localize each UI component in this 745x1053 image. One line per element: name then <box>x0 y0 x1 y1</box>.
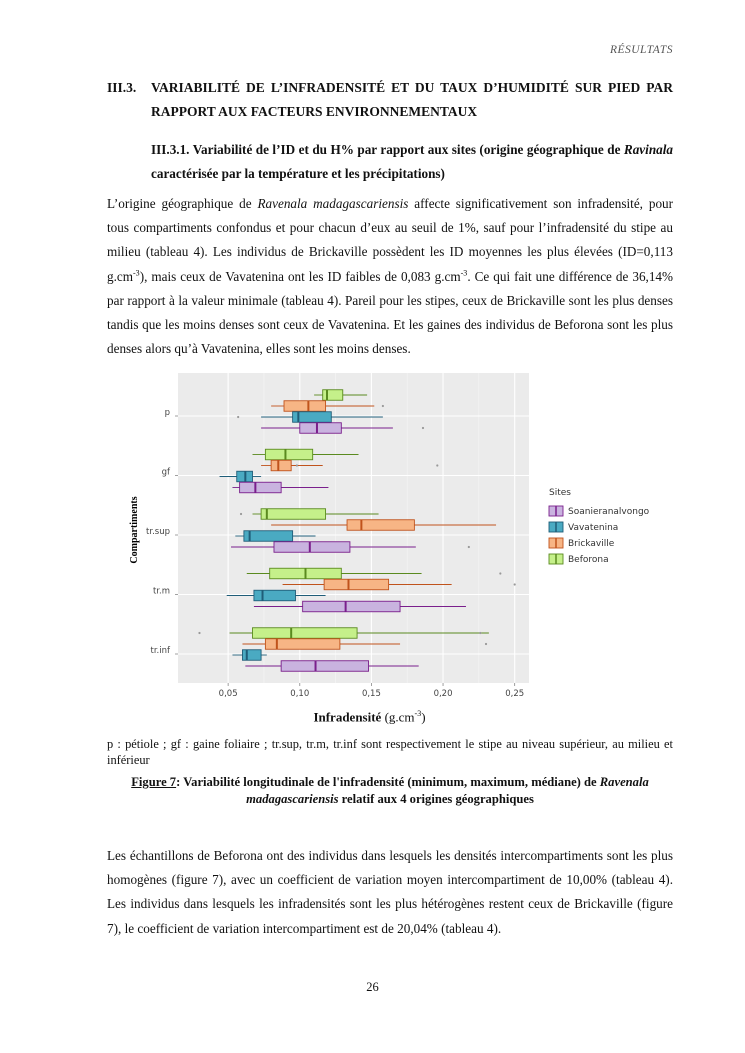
category-label-tr.inf: tr.inf <box>150 646 170 656</box>
subsection-species: Ravinala <box>623 142 673 157</box>
p1-text-1: L’origine géographique de <box>107 196 252 211</box>
section-number: III.3. <box>107 80 137 95</box>
box-brickaville-p <box>284 401 326 412</box>
p1-text-4: . Ce qui fait une différence de 36,14% par rapport à la valeur minimale (tableau 4). Pareil pour les stipes, ceux de Brickaville sont les plus denses tandis que les moins denses sont ceux de Vavatenina. Et les gaines des individus de Beforona sont les plus denses alors qu’à Vavatenina, elles sont les moins denses. <box>107 268 674 357</box>
x-axis-label <box>127 709 612 725</box>
box-vavatenina-tr.m <box>254 590 296 601</box>
box-vavatenina-tr.inf <box>242 650 261 661</box>
legend-label-soanieranalvongo: Soanieranalvongo <box>568 507 650 517</box>
legend-title: Sites <box>549 488 571 498</box>
figure-note: p : pétiole ; gf : gaine foliaire ; tr.sup, tr.m, tr.inf sont respectivement le stipe au niveau supérieur, au milieu et inférieur <box>107 737 673 767</box>
paragraph-2: Les échantillons de Beforona ont des individus dans lesquels les densités intercompartiments sont les plus homogènes (figure 7), avec un coefficient de variation moyen intercompartiment de 10,00% (tableau 4). Les individus dans lesquels les infradensités sont les plus hétérogènes restent ceux de Brickaville (figure 7), le coefficient de variation intercompartiment est de 20,04% (tableau 4). <box>107 848 673 936</box>
page-number: 26 <box>366 980 379 994</box>
box-soanieranalvongo-gf <box>240 482 282 493</box>
x-tick-label: 0,20 <box>433 689 453 699</box>
x-axis-unit-sup: -3 <box>414 709 422 718</box>
legend-label-brickaville: Brickaville <box>568 539 615 549</box>
section-title-text: VARIABILITÉ DE L’INFRADENSITÉ ET DU TAUX D’HUMIDITÉ SUR PIED PAR RAPPORT AUX FACTEURS ENVIRONNEMENTAUX <box>151 80 673 119</box>
outlier-point <box>468 546 470 548</box>
plot-layer <box>146 373 529 699</box>
category-label-gf: gf <box>161 467 170 478</box>
box-soanieranalvongo-tr.inf <box>281 661 368 672</box>
box-brickaville-tr.sup <box>347 520 414 531</box>
x-axis-label-text: Infradensité <box>313 709 382 725</box>
x-tick-label: 0,25 <box>505 689 525 699</box>
x-axis-unit-close: ) <box>421 709 426 725</box>
boxplot-chart <box>127 367 657 729</box>
caption-part1: : Variabilité longitudinale de l'infradensité (minimum, maximum, médiane) de <box>176 775 597 789</box>
subsection-number: III.3.1. <box>151 142 190 157</box>
legend-label-beforona: Beforona <box>568 555 609 565</box>
box-beforona-tr.sup <box>261 509 325 520</box>
outlier-point <box>436 464 438 466</box>
category-label-p: p <box>164 408 170 418</box>
legend-label-vavatenina: Vavatenina <box>568 523 619 533</box>
x-axis-unit: (g.cm <box>384 709 415 725</box>
category-label-tr.m: tr.m <box>152 586 170 597</box>
x-tick-label: 0,05 <box>218 689 238 699</box>
p1-text-3: ), mais ceux de Vavatenina ont les ID faibles de 0,083 g.cm <box>139 268 461 284</box>
outlier-point <box>237 416 239 418</box>
box-soanieranalvongo-p <box>300 423 342 434</box>
box-beforona-p <box>323 390 343 401</box>
section-title <box>107 76 673 124</box>
outlier-point <box>422 427 424 429</box>
box-beforona-gf <box>265 449 312 460</box>
box-brickaville-gf <box>271 460 291 471</box>
x-tick-label: 0,10 <box>290 689 310 699</box>
box-soanieranalvongo-tr.m <box>303 601 400 612</box>
chart-legend <box>549 488 650 565</box>
subsection-title <box>151 138 673 186</box>
box-soanieranalvongo-tr.sup <box>274 542 350 553</box>
subsection-title-part2: caractérisée par la température et les précipitations) <box>151 166 445 181</box>
outlier-point <box>296 464 298 466</box>
figure-caption <box>107 774 673 808</box>
running-header: RÉSULTATS <box>609 44 673 56</box>
category-label-tr.sup: tr.sup <box>146 527 170 537</box>
caption-species: Ravenala madagascariensis <box>246 775 649 806</box>
outlier-point <box>479 632 481 634</box>
caption-part2: relatif aux 4 origines géographiques <box>341 792 534 806</box>
y-axis-label: Compartiments <box>129 496 140 564</box>
outlier-point <box>382 405 384 407</box>
p1-sup-2: -3 <box>460 268 468 278</box>
p1-sup-1: -3 <box>133 268 140 278</box>
outlier-point <box>514 583 516 585</box>
box-vavatenina-tr.sup <box>244 531 293 542</box>
box-beforona-tr.inf <box>252 628 357 639</box>
outlier-point <box>499 572 501 574</box>
figure-label: Figure 7 <box>131 775 177 789</box>
x-tick-label: 0,15 <box>361 689 381 699</box>
subsection-title-part1: Variabilité de l’ID et du H% par rapport aux sites (origine géographique de <box>192 142 621 157</box>
p1-text-2: affecte significativement son infradensité, pour tous compartiments confondus et pour chacun d’eux au seuil de 1%, sauf pour l’infradensité du stipe au milieu (tableau 4). Les individus de Brickaville possèdent les ID moyennes les plus élevées (ID=0,113 g.cm <box>107 196 674 284</box>
box-brickaville-tr.m <box>324 579 388 590</box>
outlier-point <box>485 643 487 645</box>
paragraph-1 <box>107 192 673 361</box>
outlier-point <box>198 632 200 634</box>
outlier-point <box>240 513 242 515</box>
p1-species: Ravenala madagascariensis <box>257 196 409 211</box>
